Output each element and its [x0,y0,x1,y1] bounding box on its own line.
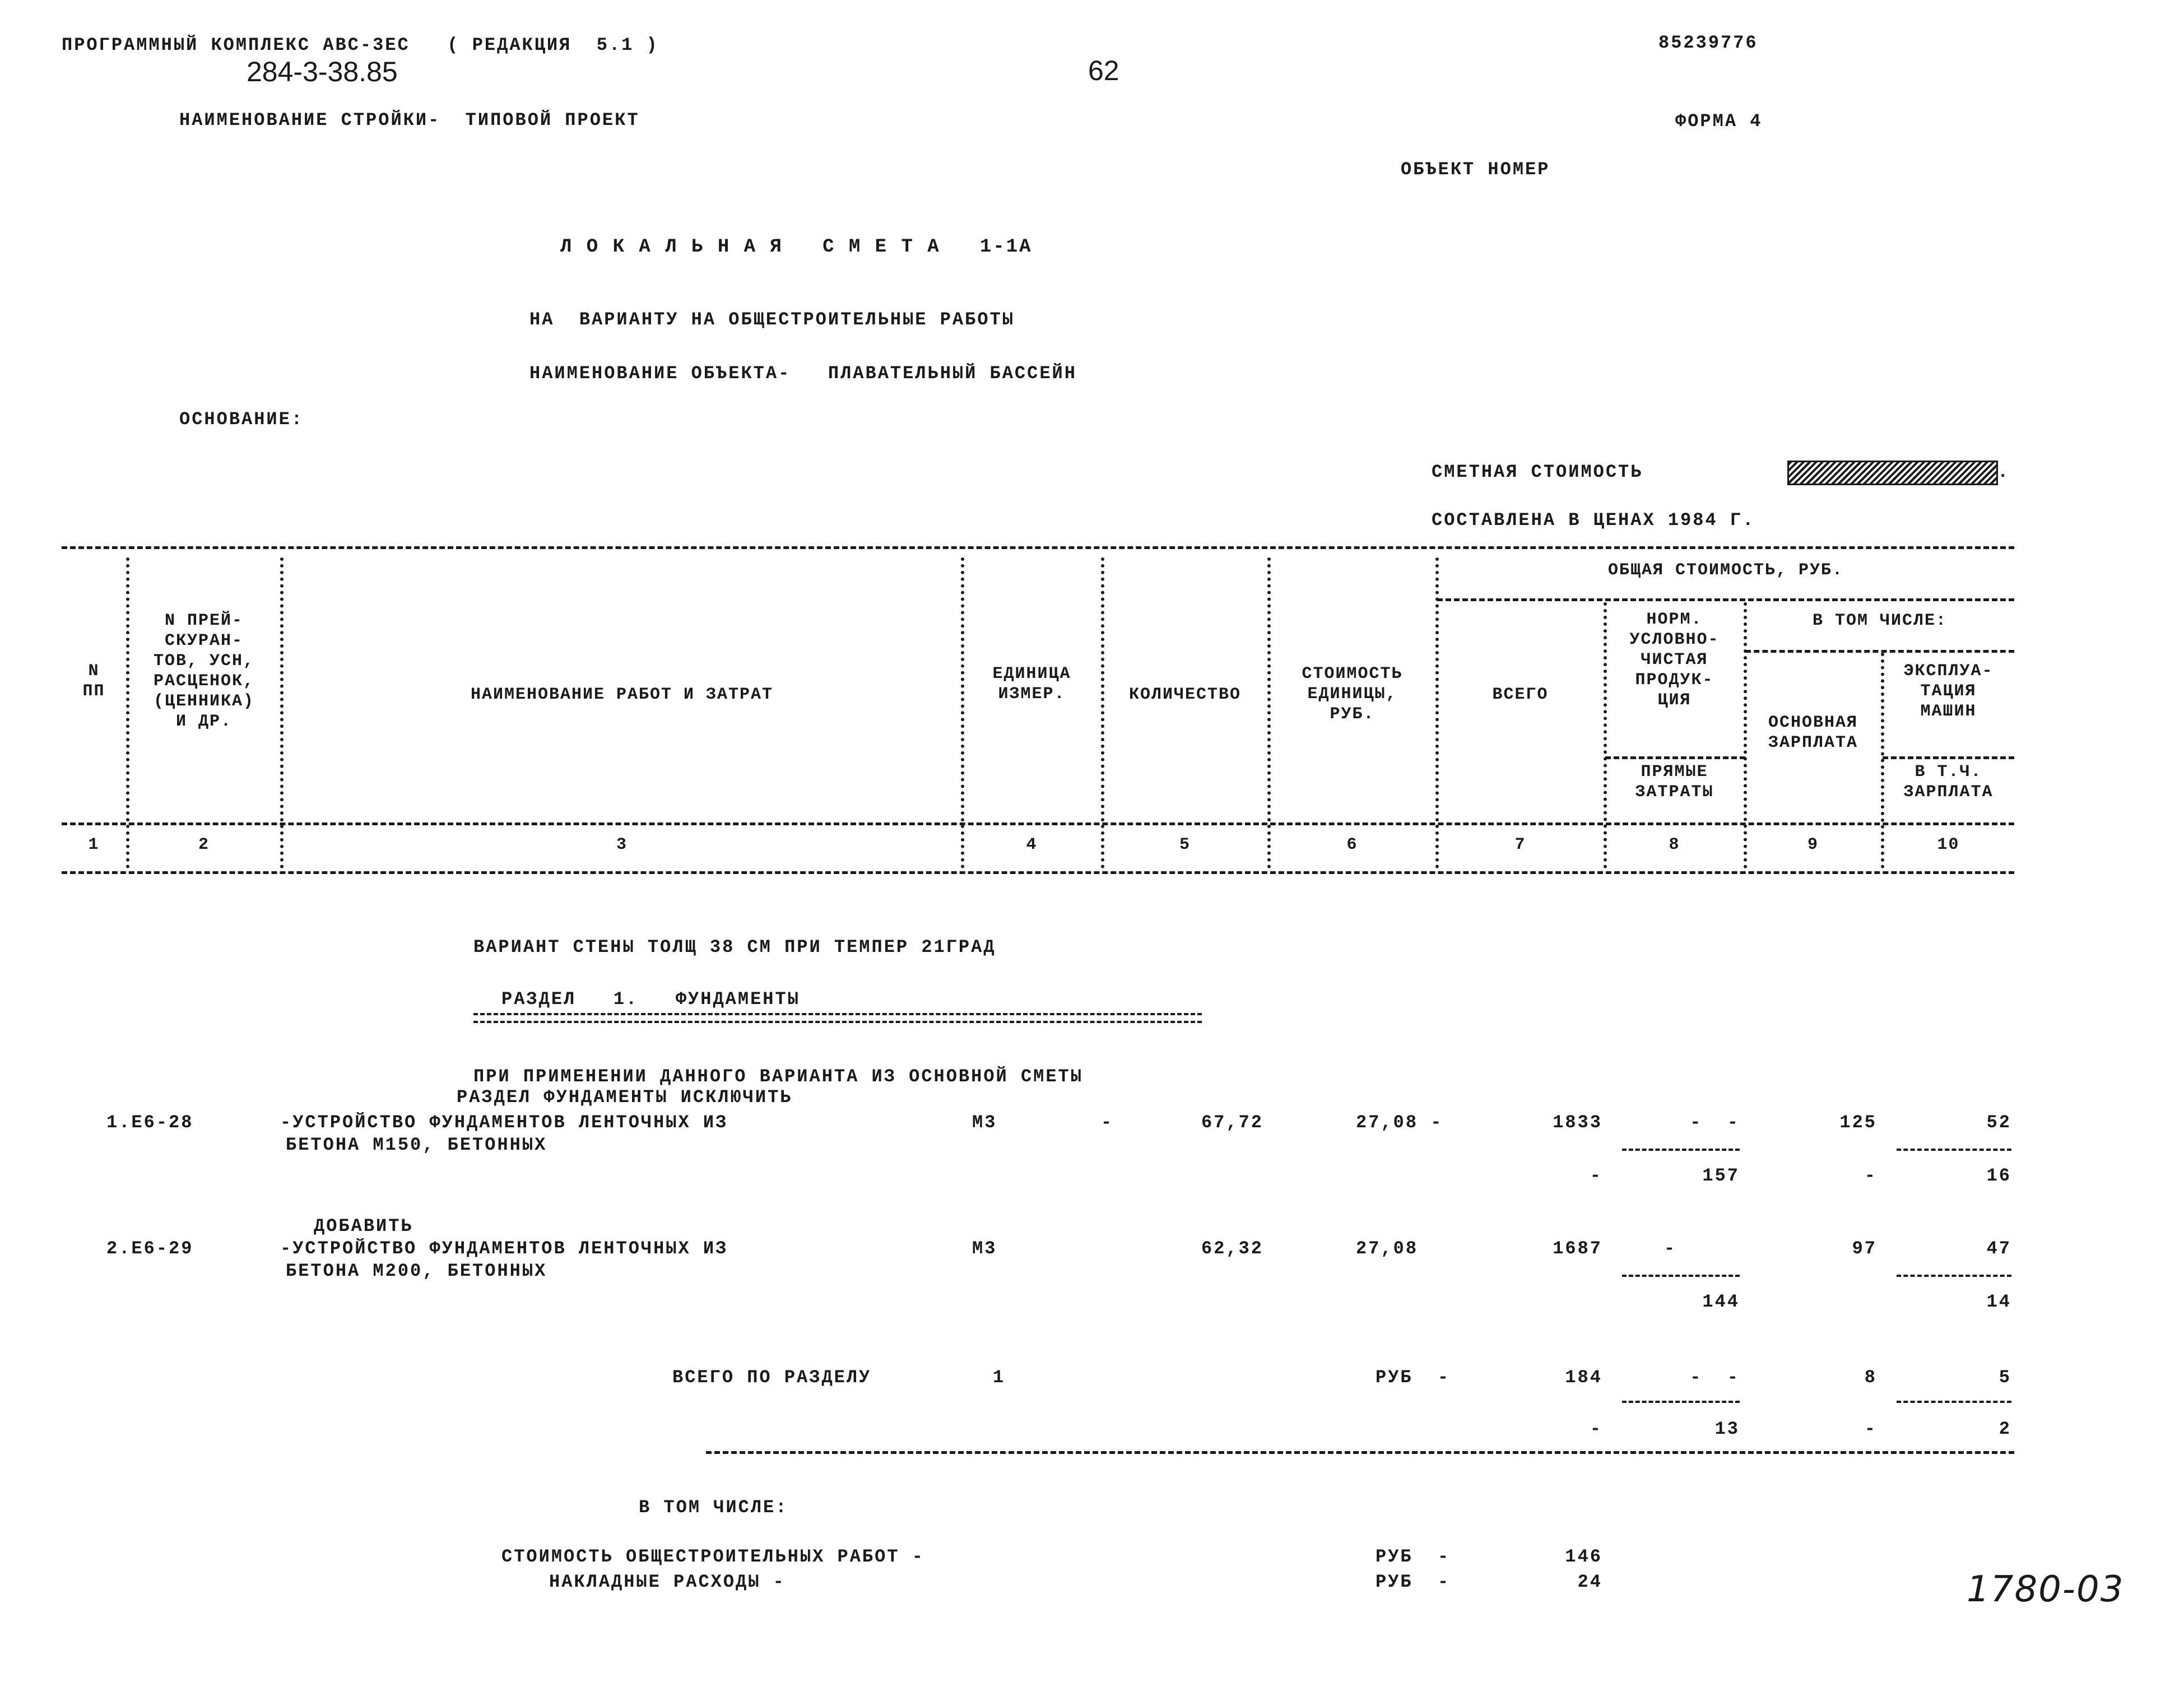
cost-works-label: СТОИМОСТЬ ОБЩЕСТРОИТЕЛЬНЫХ РАБОТ - [501,1546,924,1567]
col-number: 2 [198,835,210,854]
row-name-cont: БЕТОНА М150, БЕТОННЫХ [286,1135,547,1155]
row-total: 1833 [1553,1112,1602,1133]
row-unit: М3 [972,1238,997,1259]
row-quantity: 67,72 [1201,1112,1263,1133]
row-direct-costs: 157 [1702,1165,1740,1186]
col-header-name: НАИМЕНОВАНИЕ РАБОТ И ЗАТРАТ [470,685,774,704]
row-name: -УСТРОЙСТВО ФУНДАМЕНТОВ ЛЕНТОЧНЫХ ИЗ [280,1112,728,1133]
col-header-total-cost: ОБЩАЯ СТОИМОСТЬ, РУБ. [1607,561,1844,580]
basis-label: ОСНОВАНИЕ: [179,409,304,430]
row-quantity: 62,32 [1201,1238,1263,1259]
page-number: 62 [1088,55,1119,86]
col-number: 8 [1669,835,1680,854]
project-code: 284-3-38.85 [247,56,398,87]
row-machine-salary: 14 [1986,1291,2011,1312]
row-unit-price: 27,08 - [1356,1112,1443,1133]
including-rule [1745,650,2014,653]
col-header-pricelist: N ПРЕЙ- СКУРАН- ТОВ, УСН, РАСЦЕНОК, (ЦЕННИКА) И ДР. [153,611,255,731]
col-number: 9 [1807,835,1819,854]
note-line-1: ПРИ ПРИМЕНЕНИИ ДАННОГО ВАРИАНТА ИЗ ОСНОВНОЙ СМЕТЫ [473,1066,1083,1087]
section-total-unit: РУБ - [1376,1367,1451,1388]
row-code: 2.Е6-29 [106,1238,194,1259]
col-header-unit-cost: СТОИМОСТЬ ЕДИНИЦЫ, РУБ. [1302,664,1403,724]
col-number: 3 [616,835,628,854]
numbers-bottom-rule [62,871,2014,874]
prices-year-label: СОСТАВЛЕНА В ЦЕНАХ 1984 Г. [1432,510,1755,531]
row-base-salary: 125 [1839,1112,1877,1133]
col8-split-rule [1605,756,1745,759]
document-subtitle: НА ВАРИАНТУ НА ОБЩЕСТРОИТЕЛЬНЫЕ РАБОТЫ [529,309,1015,330]
row-net-product: - [1664,1238,1677,1259]
row-machines: 47 [1986,1238,2011,1259]
row-net-product: - - [1690,1112,1740,1133]
section-total-value: 184 [1565,1367,1602,1388]
construction-name: НАИМЕНОВАНИЕ СТРОЙКИ- ТИПОВОЙ ПРОЕКТ [179,110,640,131]
form-label: ФОРМА 4 [1675,111,1763,132]
row-base-salary: 97 [1852,1238,1877,1259]
document-code: 85239776 [1658,32,1758,53]
col-number: 4 [1026,835,1038,854]
row-add-label: ДОБАВИТЬ [314,1216,413,1237]
col-header-net-product: НОРМ. УСЛОВНО- ЧИСТАЯ ПРОДУК- ЦИЯ [1629,610,1720,710]
row-total-low: - [1590,1165,1602,1186]
col-header-unit: ЕДИНИЦА ИЗМЕР. [992,664,1071,704]
table-top-rule [62,546,2014,549]
col-number: 6 [1346,835,1358,854]
section-total-net-product: - - [1690,1367,1740,1388]
col-header-quantity: КОЛИЧЕСТВО [1128,685,1242,704]
section-total-base-salary: 8 [1864,1367,1877,1388]
row-machine-salary: 16 [1986,1165,2011,1186]
col-header-number: N ПП [82,662,105,701]
row-name: -УСТРОЙСТВО ФУНДАМЕНТОВ ЛЕНТОЧНЫХ ИЗ [280,1238,728,1259]
col-header-total: ВСЕГО [1492,685,1549,704]
total-cost-rule [1437,598,2014,601]
col-number: 7 [1514,835,1526,854]
section-total-base-salary-low: - [1864,1419,1877,1439]
col-header-direct-costs: ПРЯМЫЕ ЗАТРАТЫ [1635,763,1714,802]
col-header-machine-operation: ЭКСПЛУА- ТАЦИЯ МАШИН [1903,662,1994,721]
section-total-low: - [1590,1419,1602,1439]
row-unit-price: 27,08 [1356,1238,1419,1259]
row-total: 1687 [1553,1238,1602,1259]
section-total-rule [706,1451,2014,1454]
program-line: ПРОГРАММНЫЙ КОМПЛЕКС АВС-3ЕС ( РЕДАКЦИЯ 5.1 ) [62,35,659,55]
row-dash: - [1101,1112,1114,1133]
cost-works-unit: РУБ - [1376,1546,1451,1567]
overhead-unit: РУБ - [1376,1572,1451,1592]
row-base-salary-low: - [1864,1165,1877,1186]
estimated-cost-label: СМЕТНАЯ СТОИМОСТЬ [1432,462,1643,482]
cost-works-value: 146 [1565,1546,1602,1567]
document-page: ПРОГРАММНЫЙ КОМПЛЕКС АВС-3ЕС ( РЕДАКЦИЯ 5.1 ) 284-3-38.85 62 85239776 НАИМЕНОВАНИЕ СТРОЙКИ- ТИПОВОЙ ПРОЕКТ ФОРМА 4 ОБЪЕКТ НОМЕР Л О К А Л Ь Н А Я С М Е Т А 1-1А НА ВАРИАНТУ НА ОБЩЕСТРОИТЕЛЬНЫЕ РАБОТЫ НАИМЕНОВАНИЕ ОБЪЕКТА- ПЛАВАТЕЛЬНЫЙ БАССЕЙН ОСНОВАНИЕ: СМЕТНАЯ СТОИМОСТЬ . СОСТАВЛЕНА В ЦЕНАХ 1984 Г. N ПП N ПРЕЙ- СКУРАН- ТОВ, УСН, РАСЦЕНОК, (ЦЕННИКА) И ДР. НАИМЕНОВАНИЕ РАБОТ И ЗАТРАТ ЕДИНИЦА ИЗМЕР. КОЛИЧЕСТВО СТОИМОСТЬ ЕДИНИЦЫ, РУБ. ОБЩАЯ СТОИМОСТЬ, РУБ. ВСЕГО НОРМ. УСЛОВНО- ЧИСТАЯ ПРОДУК- ЦИЯ ПРЯМЫЕ ЗАТРАТЫ В ТОМ ЧИСЛЕ: ОСНОВНАЯ ЗАРПЛАТА ЭКСПЛУА- ТАЦИЯ МАШИН В Т.Ч. ЗАРПЛАТА 1 2 3 4 5 6 7 8 9 10 ВАРИАНТ СТЕНЫ ТОЛЩ 38 СМ ПРИ ТЕМПЕР 21ГРАД РАЗДЕЛ 1. ФУНДАМЕНТЫ ПРИ ПРИМЕНЕНИИ ДАННОГО ВАРИАНТА ИЗ ОСНОВНОЙ СМЕТЫ РАЗДЕЛ ФУНДАМЕНТЫ ИСКЛЮЧИТЬ 1.Е6-28 -УСТРОЙСТВО ФУНДАМЕНТОВ ЛЕНТОЧНЫХ ИЗ БЕТОНА М150, БЕТОННЫХ М3 - 67,72 27,08 - 1833 - - 125 52 - 157 - 16 ДОБАВИТЬ 2.Е6-29 -УСТРОЙСТВО ФУНДАМЕНТОВ ЛЕНТОЧНЫХ ИЗ БЕТОНА М200, БЕТОННЫХ М3 62,32 27,08 1687 - 97 47 144 14 ВСЕГО ПО РАЗДЕЛУ 1 РУБ - 184 - - 8 5 - 13 - 2 В ТОМ ЧИСЛЕ: СТОИМОСТЬ ОБЩЕСТРОИТЕЛЬНЫХ РАБОТ - РУБ - 146 НАКЛАДНЫЕ РАСХОДЫ - РУБ - 24 1780-03 [62,32,2125,1610]
document-title: Л О К А Л Ь Н А Я С М Е Т А 1-1А [560,236,1033,258]
header-bottom-rule [62,822,2014,825]
col-number: 1 [88,835,100,854]
section-underline [473,1013,1202,1023]
col-header-base-salary: ОСНОВНАЯ ЗАРПЛАТА [1768,713,1858,752]
section-total-machine-salary: 2 [1999,1419,2011,1439]
overhead-label: НАКЛАДНЫЕ РАСХОДЫ - [549,1572,786,1592]
col-number: 10 [1937,835,1960,854]
col-header-including: В ТОМ ЧИСЛЕ: [1812,611,1948,630]
row-code: 1.Е6-28 [106,1112,194,1133]
col10-split-rule [1883,756,2014,759]
row-machines: 52 [1986,1112,2011,1133]
note-line-2: РАЗДЕЛ ФУНДАМЕНТЫ ИСКЛЮЧИТЬ [457,1087,793,1108]
variant-title: ВАРИАНТ СТЕНЫ ТОЛЩ 38 СМ ПРИ ТЕМПЕР 21ГРАД [473,937,996,958]
section-total-machines: 5 [1999,1367,2011,1388]
object-number: ОБЪЕКТ НОМЕР [1401,159,1550,180]
row-unit: М3 [972,1112,997,1133]
overhead-value: 24 [1577,1572,1602,1592]
col-number: 5 [1179,835,1191,854]
section-total-label: ВСЕГО ПО РАЗДЕЛУ [672,1367,872,1388]
including-label: В ТОМ ЧИСЛЕ: [639,1497,788,1518]
redacted-value [1787,461,1998,485]
row-name-cont: БЕТОНА М200, БЕТОННЫХ [286,1261,547,1281]
object-name: НАИМЕНОВАНИЕ ОБЪЕКТА- ПЛАВАТЕЛЬНЫЙ БАССЕЙН [529,363,1077,384]
section-total-direct-costs: 13 [1714,1419,1740,1439]
row-direct-costs: 144 [1702,1291,1740,1312]
handwritten-stamp: 1780-03 [1967,1569,2125,1610]
col-header-including-salary: В Т.Ч. ЗАРПЛАТА [1903,763,1994,802]
section-total-number: 1 [993,1367,1006,1388]
section-title: РАЗДЕЛ 1. ФУНДАМЕНТЫ [501,989,800,1010]
